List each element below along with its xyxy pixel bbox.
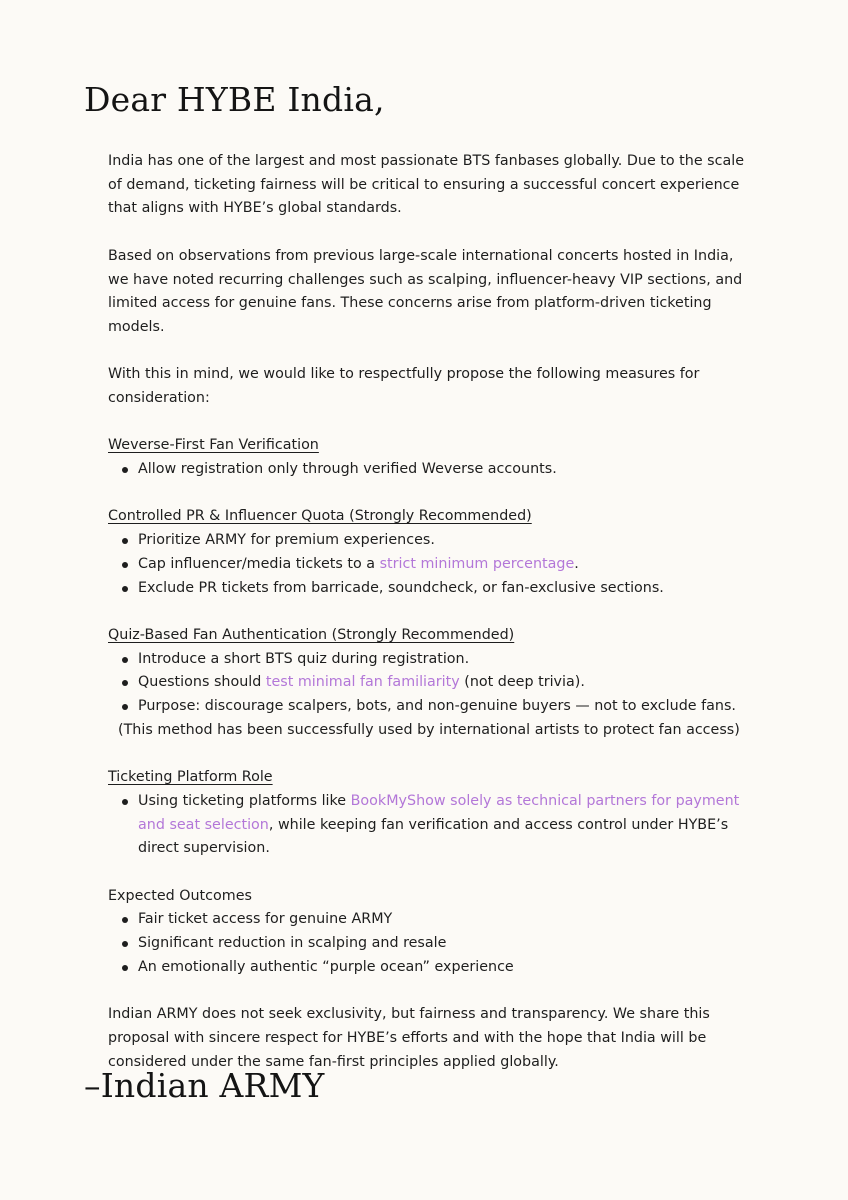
list-item <box>138 648 748 672</box>
bullet-list <box>108 458 748 482</box>
list-item-text: An emotionally authentic “purple ocean” experience <box>138 958 514 975</box>
list-item-text: Prioritize ARMY for premium experiences. <box>138 532 435 549</box>
bullet-list <box>108 908 748 979</box>
list-item-text: (not deep trivia). <box>459 674 585 691</box>
highlighted-text: BookMyShow solely as technical partners for payment and seat selection <box>138 792 740 833</box>
section-quiz-authentication <box>108 624 748 743</box>
bullet-list <box>108 648 748 719</box>
letter-body <box>108 150 748 1098</box>
section-heading: Quiz-Based Fan Authentication (Strongly Recommended) <box>108 626 515 643</box>
section-note: (This method has been successfully used by international artists to protect fan access) <box>118 721 740 738</box>
list-item <box>138 553 748 577</box>
section-expected-outcomes <box>108 885 748 980</box>
section-heading: Weverse-First Fan Verification <box>108 437 319 454</box>
list-item-text: Significant reduction in scalping and resale <box>138 935 447 952</box>
list-item <box>138 790 748 861</box>
list-item-text: Introduce a short BTS quiz during registration. <box>138 650 470 667</box>
closing-paragraph: Indian ARMY does not seek exclusivity, but fairness and transparency. We share this proposal with sincere respect for HYBE’s efforts and with the hope that India will be considered under the same fan-first principles applied globally. <box>108 1006 710 1070</box>
proposal-paragraph: With this in mind, we would like to respectfully propose the following measures for consideration: <box>108 366 700 406</box>
list-item <box>138 908 748 932</box>
section-pr-influencer-quota <box>108 505 748 600</box>
list-item-text: Cap influencer/media tickets to a <box>138 555 380 572</box>
list-item <box>138 956 748 980</box>
highlighted-text: strict minimum percentage <box>379 555 575 572</box>
list-item-text: Questions should <box>138 674 266 691</box>
signature: –Indian ARMY <box>84 1066 325 1105</box>
list-item-text: Fair ticket access for genuine ARMY <box>138 911 393 928</box>
section-heading: Controlled PR & Influencer Quota (Strongly Recommended) <box>108 508 532 525</box>
list-item-text: Exclude PR tickets from barricade, soundcheck, or fan-exclusive sections. <box>138 579 664 596</box>
list-item-text: Allow registration only through verified Weverse accounts. <box>138 461 557 478</box>
observations-paragraph: Based on observations from previous large-scale international concerts hosted in India, we have noted recurring challenges such as scalping, influencer-heavy VIP sections, and limited access for genuine fans. These concerns arise from platform-driven ticketing models. <box>108 247 743 335</box>
section-ticketing-platform-role <box>108 766 748 861</box>
list-item <box>138 932 748 956</box>
list-item <box>138 577 748 601</box>
list-item-text: . <box>574 555 579 572</box>
bullet-list <box>108 790 748 861</box>
list-item-text: Purpose: discourage scalpers, bots, and non-genuine buyers — not to exclude fans. <box>138 698 736 715</box>
list-item <box>138 529 748 553</box>
list-item-text: Using ticketing platforms like <box>138 792 351 809</box>
list-item-text: , while keeping fan verification and access control under HYBE’s direct supervision. <box>138 816 729 857</box>
bullet-list <box>108 529 748 600</box>
section-heading: Ticketing Platform Role <box>108 769 273 786</box>
list-item <box>138 695 748 719</box>
section-weverse-verification <box>108 434 748 481</box>
list-item <box>138 671 748 695</box>
highlighted-text: test minimal fan familiarity <box>265 674 460 691</box>
section-heading: Expected Outcomes <box>108 887 252 904</box>
salutation: Dear HYBE India, <box>84 80 385 119</box>
list-item <box>138 458 748 482</box>
intro-paragraph: India has one of the largest and most passionate BTS fanbases globally. Due to the scale of demand, ticketing fairness will be critical to ensuring a successful concert experience that aligns with HYBE’s global standards. <box>108 153 745 217</box>
